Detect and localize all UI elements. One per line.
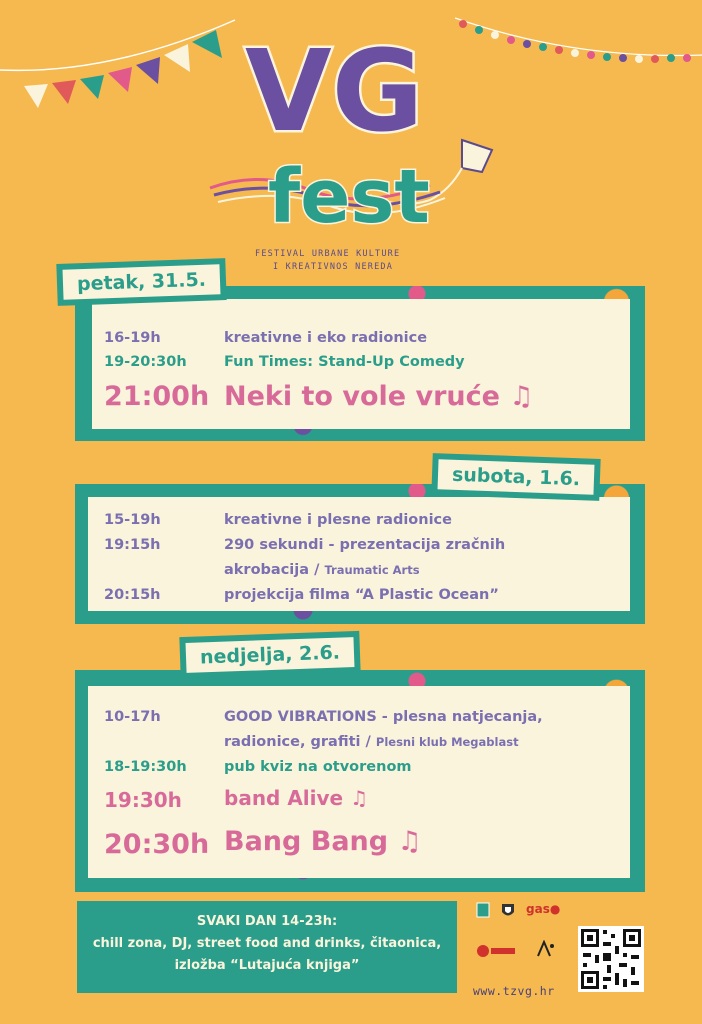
qr-code[interactable] xyxy=(578,926,644,992)
friday-day-label: petak, 31.5. xyxy=(63,264,221,299)
saturday-event-2-desc: 290 sekundi - prezentacija zračnih xyxy=(224,537,506,553)
sunday-event-4-desc: Bang Bang ♫ xyxy=(224,826,422,857)
sunday-event-1-desc-line2 xyxy=(224,734,519,750)
logo-line1: VG xyxy=(245,27,424,157)
saturday-event-2-desc2: akrobacija / xyxy=(224,562,320,578)
tagline-line1: FESTIVAL URBANE KULTURE xyxy=(255,249,401,259)
tagline-line2: I KREATIVNOS NEREDA xyxy=(273,262,394,272)
sunday-day-tag xyxy=(179,631,360,679)
friday-day-tag xyxy=(56,258,226,306)
sponsor-logo-megablast-icon xyxy=(476,943,516,959)
saturday-event-3-time: 20:15h xyxy=(104,587,161,603)
sponsor-logo-crest-icon xyxy=(500,902,516,920)
friday-event-1-desc: kreativne i eko radionice xyxy=(224,330,428,346)
daily-line2: chill zona, DJ, street food and drinks, čitaonica, xyxy=(92,936,442,951)
saturday-event-1-time: 15-19h xyxy=(104,512,161,528)
sunday-event-1-desc: GOOD VIBRATIONS - plesna natjecanja, xyxy=(224,709,543,725)
sunday-event-2-time: 18-19:30h xyxy=(104,759,187,775)
saturday-day-tag xyxy=(431,453,600,501)
sunday-event-1-time: 10-17h xyxy=(104,709,161,725)
sunday-day-label: nedjelja, 2.6. xyxy=(186,637,355,673)
friday-event-2-desc: Fun Times: Stand-Up Comedy xyxy=(224,354,465,370)
sponsor-logo-arts-icon xyxy=(536,940,556,958)
friday-event-1-time: 16-19h xyxy=(104,330,161,346)
sunday-event-3-desc: band Alive ♫ xyxy=(224,786,369,810)
sunday-event-3-time: 19:30h xyxy=(104,788,182,812)
saturday-event-2-performer: Traumatic Arts xyxy=(324,563,420,577)
sunday-event-1-desc2: radionice, grafiti / xyxy=(224,734,371,750)
friday-event-3-desc: Neki to vole vruće ♫ xyxy=(224,381,534,412)
sponsor-logo-city-icon xyxy=(476,902,490,918)
friday-event-3-time: 21:00h xyxy=(104,381,210,412)
festival-tagline xyxy=(255,248,455,274)
sponsor-gas-flame-icon: ● xyxy=(549,902,561,916)
saturday-event-3-desc: projekcija filma “A Plastic Ocean” xyxy=(224,587,499,603)
friday-event-2-time: 19-20:30h xyxy=(104,354,187,370)
sponsor-gas-text: gas xyxy=(526,902,550,916)
daily-program-box xyxy=(77,901,457,993)
saturday-event-2-time: 19:15h xyxy=(104,537,161,553)
sunday-event-4-time: 20:30h xyxy=(104,829,210,860)
sponsor-logo-gas xyxy=(526,902,560,916)
logo-line2: fest xyxy=(268,154,430,240)
daily-title: SVAKI DAN 14-23h: xyxy=(196,914,338,929)
sunday-event-1-performer: Plesni klub Megablast xyxy=(375,735,519,749)
saturday-event-2-desc-line2 xyxy=(224,562,420,578)
saturday-day-label: subota, 1.6. xyxy=(438,459,595,494)
vg-fest-logo xyxy=(200,20,500,250)
sunday-event-2-desc: pub kviz na otvorenom xyxy=(224,759,412,775)
saturday-event-1-desc: kreativne i plesne radionice xyxy=(224,512,452,528)
daily-line3: izložba “Lutajuća knjiga” xyxy=(174,958,360,973)
website-url[interactable]: www.tzvg.hr xyxy=(473,984,555,998)
